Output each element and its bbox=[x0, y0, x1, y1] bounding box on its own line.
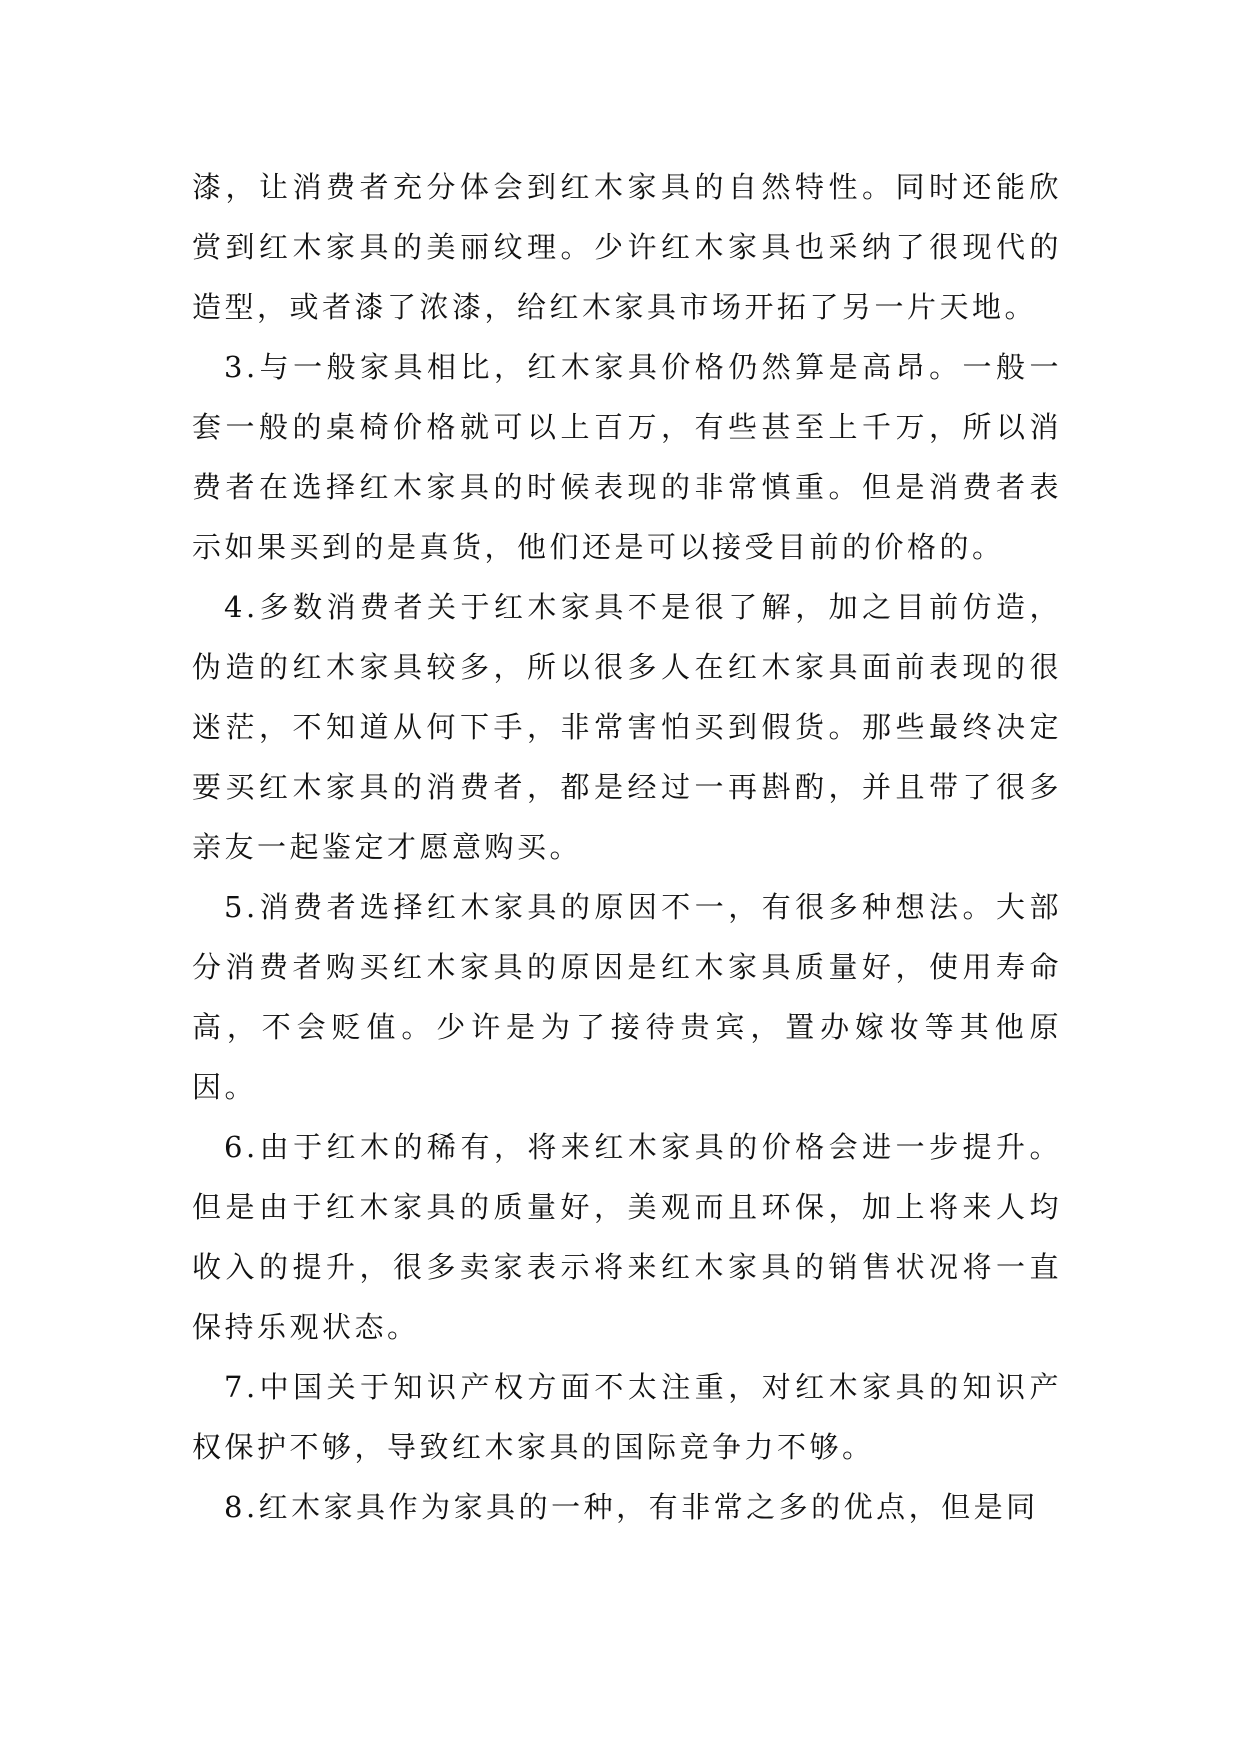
paragraph-continuation: 漆，让消费者充分体会到红木家具的自然特性。同时还能欣赏到红木家具的美丽纹理。少许红木家具也采纳了很现代的造型，或者漆了浓漆，给红木家具市场开拓了另一片天地。 bbox=[192, 170, 1062, 324]
document-body bbox=[192, 157, 1062, 1537]
paragraph-item-4: 4.多数消费者关于红木家具不是很了解，加之目前仿造，伪造的红木家具较多，所以很多人在红木家具面前表现的很迷茫，不知道从何下手，非常害怕买到假货。那些最终决定要买红木家具的消费者，都是经过一再斟酌，并且带了很多亲友一起鉴定才愿意购买。 bbox=[192, 590, 1062, 864]
paragraph-item-7: 7.中国关于知识产权方面不太注重，对红木家具的知识产权保护不够，导致红木家具的国际竞争力不够。 bbox=[192, 1370, 1062, 1464]
paragraph-item-6: 6.由于红木的稀有，将来红木家具的价格会进一步提升。但是由于红木家具的质量好，美观而且环保，加上将来人均收入的提升，很多卖家表示将来红木家具的销售状况将一直保持乐观状态。 bbox=[192, 1130, 1062, 1344]
paragraph-item-3: 3.与一般家具相比，红木家具价格仍然算是高昂。一般一套一般的桌椅价格就可以上百万，有些甚至上千万，所以消费者在选择红木家具的时候表现的非常慎重。但是消费者表示如果买到的是真货，他们还是可以接受目前的价格的。 bbox=[192, 350, 1062, 564]
paragraph-item-8: 8.红木家具作为家具的一种，有非常之多的优点，但是同 bbox=[224, 1490, 1039, 1524]
paragraph-item-5: 5.消费者选择红木家具的原因不一，有很多种想法。大部分消费者购买红木家具的原因是红木家具质量好，使用寿命高，不会贬值。少许是为了接待贵宾，置办嫁妆等其他原因。 bbox=[192, 890, 1062, 1104]
